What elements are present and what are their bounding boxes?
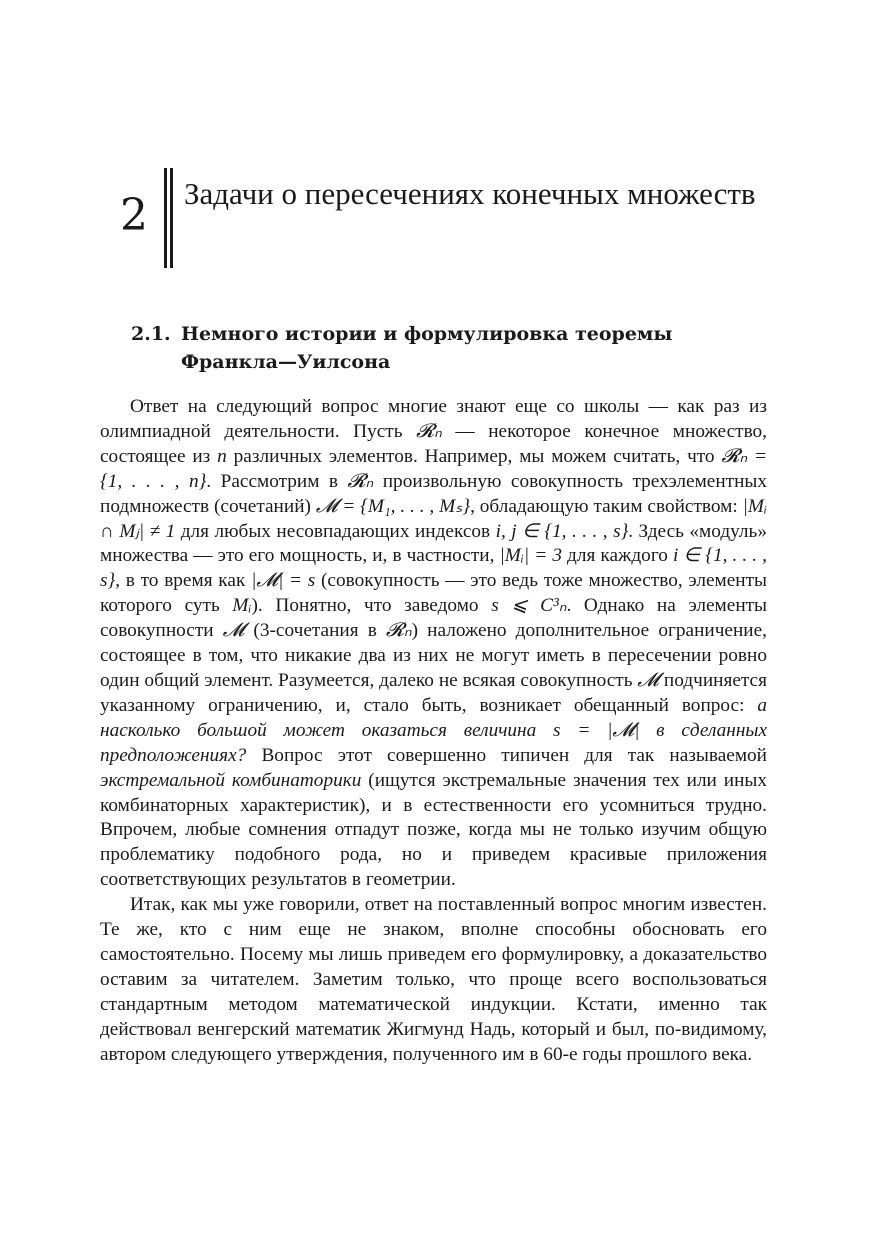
- text-run: подчиняется указанному ограничению, и, стало быть, возникает обещанный вопрос:: [100, 669, 767, 716]
- chapter-rule-left: [164, 168, 167, 268]
- text-run: — некоторое конечное множество, состоящее из: [100, 420, 768, 467]
- math-eq: 𝓜 = {M₁, . . . , Mₛ}: [315, 495, 471, 517]
- chapter-heading: [120, 168, 780, 270]
- math-Mi: Mᵢ: [232, 595, 252, 617]
- chapter-rule-right: [170, 168, 173, 268]
- section-number: 2.1.: [131, 323, 171, 345]
- math-Rn: 𝓡ₙ: [347, 470, 374, 492]
- math-eq: 𝓡ₙ = {1, . . . , n}: [100, 445, 767, 492]
- math-eq: i, j ∈ {1, . . . , s}: [495, 520, 629, 542]
- text-run: Вопрос этот совершенно типичен для так называемой: [246, 744, 767, 766]
- text-run: ). Понятно, что заведомо: [251, 595, 492, 617]
- text-run: (3-сочетания в: [244, 620, 386, 642]
- chapter-title: Задачи о пересечениях конечных множеств: [184, 176, 756, 211]
- math-eq: i ∈ {1, . . . , s}: [100, 545, 767, 592]
- section-title: Немного истории и формулировка теоремы Франкла—Уилсона: [181, 323, 673, 373]
- math-Rn: 𝓡ₙ: [385, 620, 412, 642]
- math-eq: |Mᵢ ∩ Mⱼ| ≠ 1: [100, 495, 768, 542]
- text-run: (ищутся экстремальные значения тех или иных комбинаторных характеристик), и в естественности его усомниться трудно. Впрочем, любые сомнения отпадут позже, когда мы не только изучим общую проблематику подобного рода, но и приведем красивые приложения соответствующих результатов в геометрии.: [100, 769, 767, 891]
- text-run: . Здесь «модуль» множества — это его мощность, и, в частности,: [100, 520, 767, 567]
- text-run: произвольную совокупность трехэлементных подмножеств (сочетаний): [100, 470, 767, 517]
- text-run: (совокупность — это ведь тоже множество, элементы которого суть: [100, 570, 767, 617]
- text-run: различных элементов. Например, мы можем считать, что: [226, 445, 722, 467]
- text-run: . Однако на элементы совокупности: [100, 595, 768, 642]
- math-M: 𝓜: [222, 620, 245, 642]
- math-eq: s ⩽ C³ₙ: [491, 595, 567, 617]
- paragraph-1: [100, 395, 767, 893]
- paragraph-2: Итак, как мы уже говорили, ответ на поставленный вопрос многим известен. Те же, кто с ним еще не знаком, вполне способны обосновать его самостоятельно. Посему мы лишь приведем его формулировку, а доказательство оставим за читателем. Заметим только, что проще всего воспользоваться стандартным методом математической индукции. Кстати, именно так действовал венгерский математик Жигмунд Надь, который и был, по-видимому, автором следующего утверждения, полученного им в 60-е годы прошлого века.: [100, 894, 767, 1065]
- text-run: , в то время как: [115, 570, 252, 592]
- text-run: для каждого: [561, 545, 673, 567]
- math-M: 𝓜: [637, 669, 660, 691]
- math-Rn: 𝓡ₙ: [416, 420, 442, 442]
- math-eq: |𝓜| = s: [251, 570, 316, 592]
- italic-question: а насколько большой может оказаться величина s = |𝓜| в сделанных предположениях?: [100, 694, 767, 766]
- text-run: , обладающую таким свойством:: [470, 495, 743, 517]
- chapter-number: 2: [120, 190, 148, 241]
- math-n: n: [217, 445, 227, 467]
- italic-term: экстремальной комбинаторики: [100, 769, 362, 791]
- text-run: ) наложено дополнительное ограничение, состоящее в том, что никакие два из них не могут иметь в пересечении ровно один общий элемент. Разумеется, далеко не всякая совокупность: [100, 620, 767, 691]
- text-run: Ответ на следующий вопрос многие знают еще со школы — как раз из олимпиадной деятельности. Пусть: [100, 396, 767, 442]
- text-run: . Рассмотрим в: [206, 470, 348, 492]
- body-text: [100, 395, 767, 1067]
- text-run: для любых несовпадающих индексов: [175, 520, 496, 542]
- math-eq: |Mᵢ| = 3: [499, 545, 562, 567]
